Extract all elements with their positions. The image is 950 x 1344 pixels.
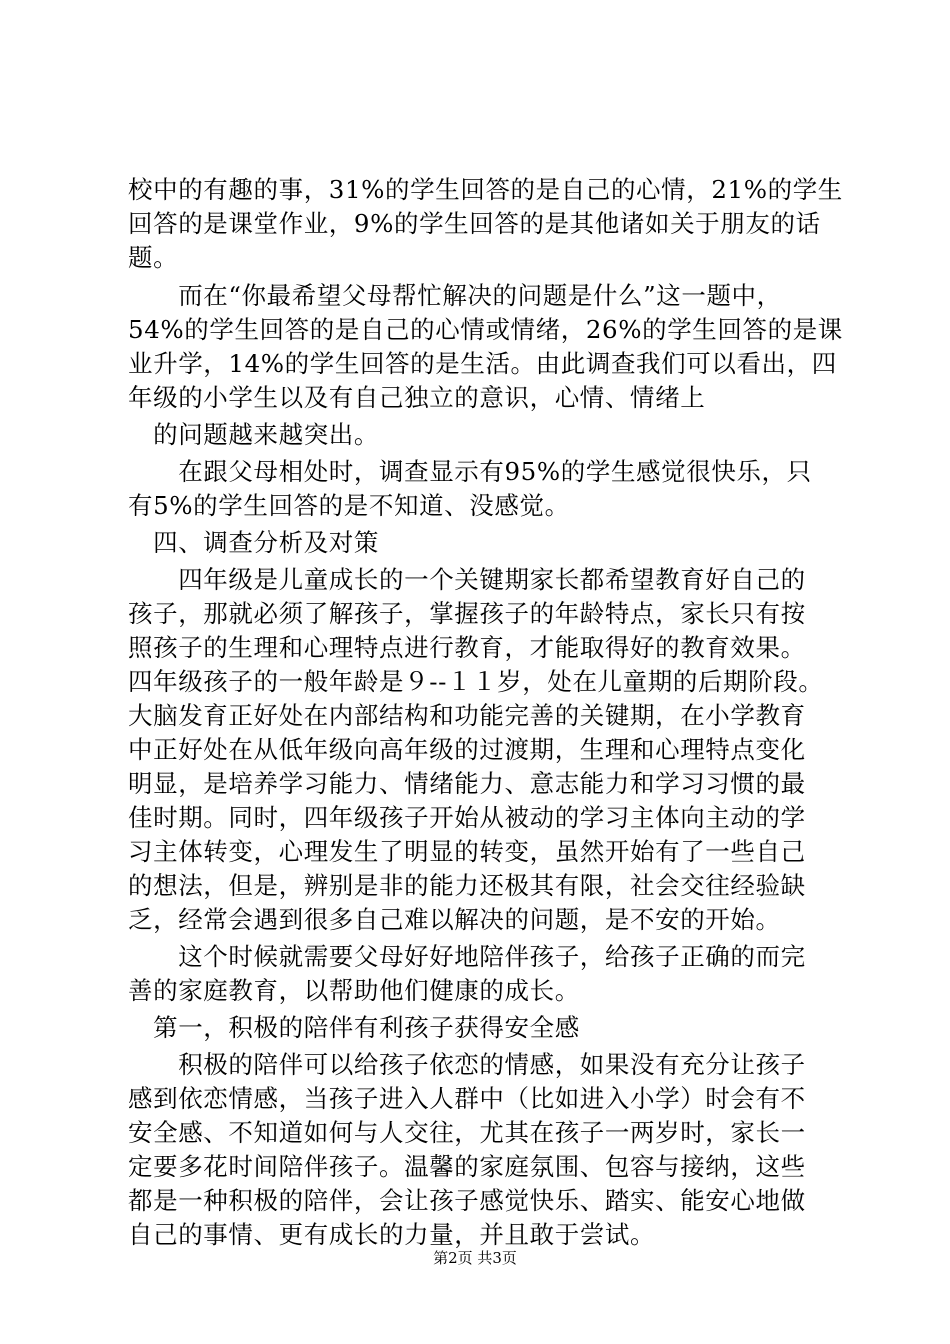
text-line: 明显，是培养学习能力、情绪能力、意志能力和学习习惯的最	[128, 769, 806, 798]
text-line: 在跟父母相处时，调查显示有95%的学生感觉很快乐，只	[128, 457, 812, 486]
text-line: 感到依恋情感，当孩子进入人群中（比如进入小学）时会有不	[128, 1084, 806, 1113]
text-line: 都是一种积极的陪伴，会让孩子感觉快乐、踏实、能安心地做	[128, 1186, 806, 1215]
text-line: 业升学，14%的学生回答的是生活。由此调查我们可以看出，四	[128, 349, 837, 378]
text-line: 的想法，但是，辨别是非的能力还极其有限，社会交往经验缺	[128, 871, 806, 900]
text-line: 题。	[128, 243, 179, 272]
text-line: 的问题越来越突出。	[128, 420, 379, 449]
text-line: 佳时期。同时，四年级孩子开始从被动的学习主体向主动的学	[128, 803, 806, 832]
page-footer: 第2页 共3页	[433, 1249, 517, 1267]
text-line: 这个时候就需要父母好好地陪伴孩子，给孩子正确的而完	[128, 942, 806, 971]
text-line: 回答的是课堂作业，9%的学生回答的是其他诸如关于朋友的话	[128, 209, 821, 238]
text-line: 大脑发育正好处在内部结构和功能完善的关键期，在小学教育	[128, 701, 806, 730]
text-line: 安全感、不知道如何与人交往，尤其在孩子一两岁时，家长一	[128, 1118, 806, 1147]
text-line: 54%的学生回答的是自己的心情或情绪，26%的学生回答的是课	[128, 315, 843, 344]
text-line: 习主体转变，心理发生了明显的转变，虽然开始有了一些自己	[128, 837, 806, 866]
text-line: 乏，经常会遇到很多自己难以解决的问题，是不安的开始。	[128, 905, 781, 934]
text-line: 孩子，那就必须了解孩子，掌握孩子的年龄特点，家长只有按	[128, 599, 806, 628]
text-line: 有5%的学生回答的是不知道、没感觉。	[128, 491, 570, 520]
section-heading: 四、调查分析及对策	[128, 528, 379, 557]
text-line: 四年级孩子的一般年龄是９--１１岁，处在儿童期的后期阶段。	[128, 667, 824, 696]
text-line: 年级的小学生以及有自己独立的意识，心情、情绪上	[128, 383, 706, 412]
text-line: 中正好处在从低年级向高年级的过渡期，生理和心理特点变化	[128, 735, 806, 764]
subheading: 第一，积极的陪伴有利孩子获得安全感	[128, 1013, 580, 1042]
text-line: 而在“你最希望父母帮忙解决的问题是什么”这一题中，	[128, 281, 782, 310]
text-line: 积极的陪伴可以给孩子依恋的情感，如果没有充分让孩子	[128, 1050, 806, 1079]
text-line: 自己的事情、更有成长的力量，并且敢于尝试。	[128, 1220, 656, 1249]
text-line: 照孩子的生理和心理特点进行教育，才能取得好的教育效果。	[128, 633, 806, 662]
text-line: 校中的有趣的事，31%的学生回答的是自己的心情，21%的学生	[128, 175, 843, 204]
text-line: 定要多花时间陪伴孩子。温馨的家庭氛围、包容与接纳，这些	[128, 1152, 806, 1181]
text-line: 四年级是儿童成长的一个关键期家长都希望教育好自己的	[128, 565, 806, 594]
text-line: 善的家庭教育，以帮助他们健康的成长。	[128, 976, 580, 1005]
